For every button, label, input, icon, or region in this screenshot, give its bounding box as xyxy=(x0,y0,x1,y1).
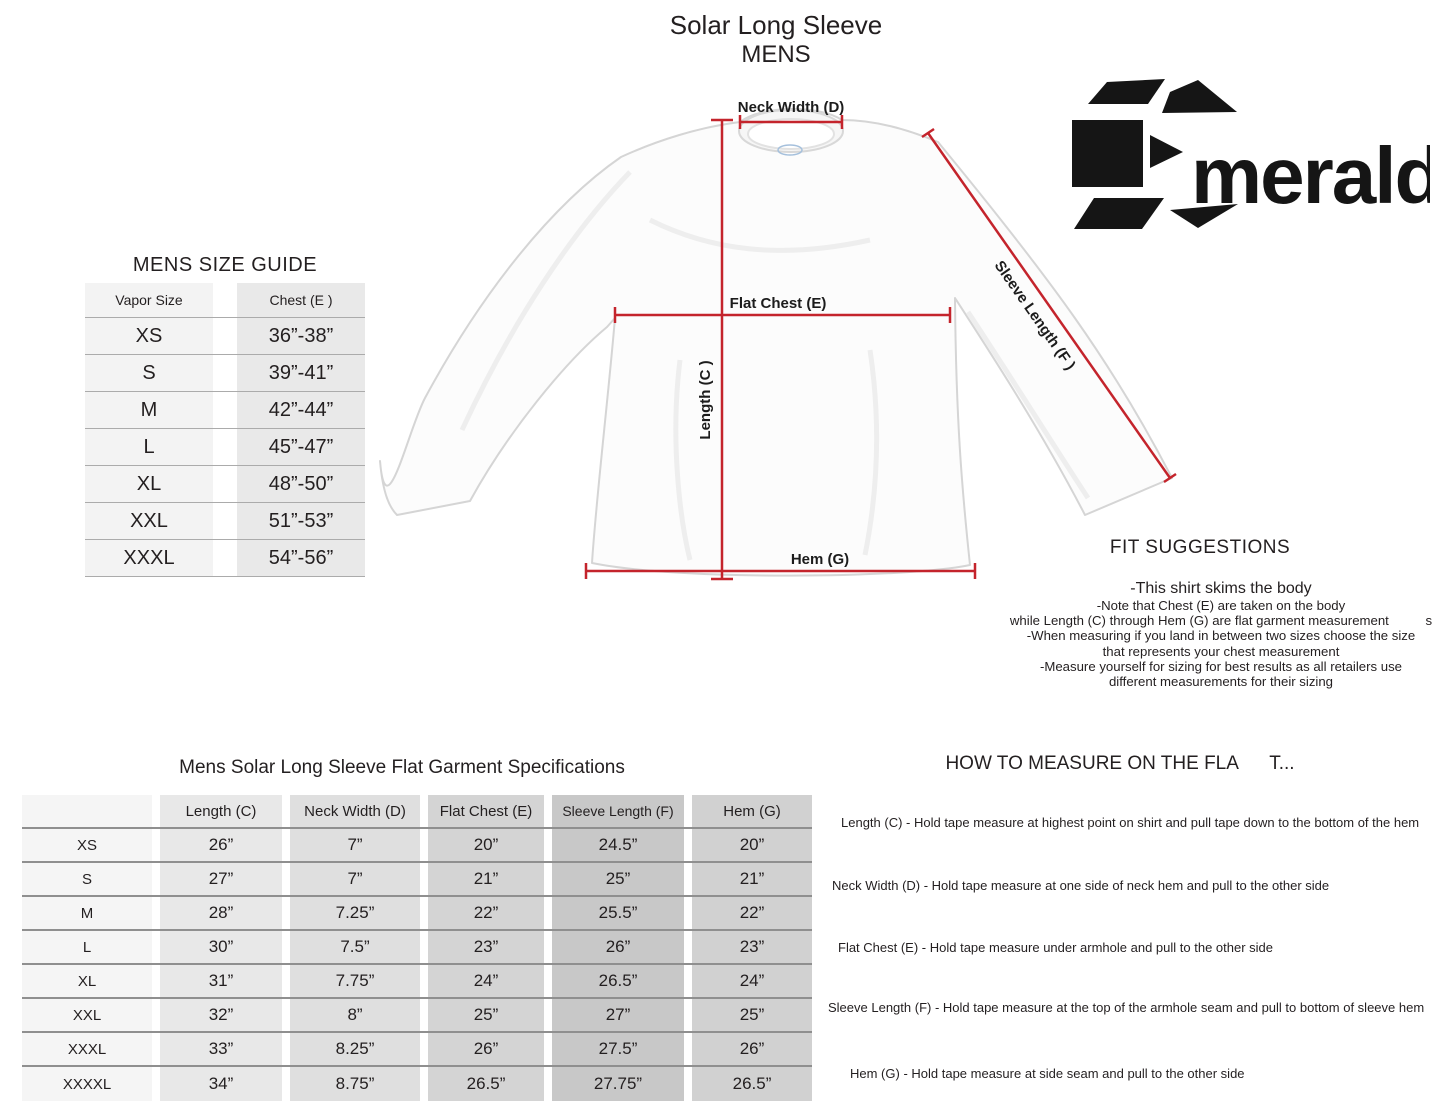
measure-instruction-sleeve: Sleeve Length (F) - Hold tape measure at the top of the armhole seam and pull to bottom of sleeve hem xyxy=(828,1000,1425,1015)
chest-cell: 51”-53” xyxy=(237,503,365,539)
size-cell: XXXL xyxy=(22,1033,152,1065)
value-cell: 24” xyxy=(692,965,812,997)
value-cell: 26” xyxy=(552,931,684,963)
table-row xyxy=(85,429,365,466)
size-guide-heading: MENS SIZE GUIDE xyxy=(132,254,318,276)
value-cell: 7” xyxy=(290,829,420,861)
size-cell: S xyxy=(22,863,152,895)
fit-line: while Length (C) through Hem (G) are flat garment measurement s xyxy=(1009,613,1433,629)
value-cell: 8.25” xyxy=(290,1033,420,1065)
fit-line: -Measure yourself for sizing for best results as all retailers use xyxy=(1039,658,1403,674)
chest-cell: 54”-56” xyxy=(237,540,365,576)
shirt-photo xyxy=(350,100,1200,600)
value-cell: 7.75” xyxy=(290,965,420,997)
table-row xyxy=(22,1033,812,1067)
value-cell: 24.5” xyxy=(552,829,684,861)
size-cell: L xyxy=(22,931,152,963)
column-header: Flat Chest (E) xyxy=(428,795,544,827)
value-cell: 8.75” xyxy=(290,1067,420,1101)
value-cell: 23” xyxy=(692,931,812,963)
size-cell: XS xyxy=(85,318,213,354)
size-cell: S xyxy=(85,355,213,391)
size-cell: XXXL xyxy=(85,540,213,576)
column-header: Chest (E ) xyxy=(237,283,365,317)
measure-instruction-length: Length (C) - Hold tape measure at highest point on shirt and pull tape down to the bottom of the hem xyxy=(841,815,1420,830)
neck-width-label: Neck Width (D) xyxy=(737,100,845,116)
table-row xyxy=(85,540,365,577)
table-row xyxy=(85,503,365,540)
fit-line: -When measuring if you land in between two sizes choose the size xyxy=(1026,628,1416,644)
size-cell: XL xyxy=(85,466,213,502)
column-header: Vapor Size xyxy=(85,283,213,317)
value-cell: 25” xyxy=(428,999,544,1031)
measure-instruction-neck: Neck Width (D) - Hold tape measure at one side of neck hem and pull to the other side xyxy=(832,878,1330,893)
value-cell: 21” xyxy=(428,863,544,895)
size-cell: XXXXL xyxy=(22,1067,152,1101)
value-cell: 26” xyxy=(428,1033,544,1065)
sleeve-length-label: Sleeve Length (F ) xyxy=(990,257,1079,374)
table-header-row xyxy=(85,283,365,318)
hem-label: Hem (G) xyxy=(790,551,850,568)
chest-cell: 39”-41” xyxy=(237,355,365,391)
value-cell: 30” xyxy=(160,931,282,963)
product-gender: MENS xyxy=(741,41,811,69)
value-cell: 23” xyxy=(428,931,544,963)
fit-suggestions-text xyxy=(1003,580,1439,689)
table-row xyxy=(85,318,365,355)
chest-cell: 48”-50” xyxy=(237,466,365,502)
size-guide-table xyxy=(85,283,365,577)
chest-cell: 45”-47” xyxy=(237,429,365,465)
fit-line: different measurements for their sizing xyxy=(1108,674,1334,690)
fit-line: -This shirt skims the body xyxy=(1130,580,1312,597)
value-cell: 26” xyxy=(692,1033,812,1065)
table-row xyxy=(22,931,812,965)
column-gap xyxy=(213,283,237,317)
page-title xyxy=(576,10,976,70)
table-row xyxy=(22,863,812,897)
measure-instruction-chest: Flat Chest (E) - Hold tape measure under armhole and pull to the other side xyxy=(838,940,1274,955)
value-cell: 7.25” xyxy=(290,897,420,929)
value-cell: 25” xyxy=(692,999,812,1031)
value-cell: 27.5” xyxy=(552,1033,684,1065)
value-cell: 33” xyxy=(160,1033,282,1065)
value-cell: 26” xyxy=(160,829,282,861)
length-label: Length (C ) xyxy=(697,360,714,440)
table-row xyxy=(22,965,812,999)
value-cell: 22” xyxy=(692,897,812,929)
value-cell: 26.5” xyxy=(692,1067,812,1101)
table-row xyxy=(22,829,812,863)
size-cell: XL xyxy=(22,965,152,997)
table-header-row xyxy=(22,795,812,829)
measure-instruction-hem: Hem (G) - Hold tape measure at side seam and pull to the other side xyxy=(850,1066,1245,1081)
size-cell: M xyxy=(85,392,213,428)
fit-suggestions-heading: FIT SUGGESTIONS xyxy=(1109,537,1291,558)
how-to-measure-heading: HOW TO MEASURE ON THE FLA T... xyxy=(945,753,1295,774)
spec-table-heading: Mens Solar Long Sleeve Flat Garment Specifications xyxy=(179,757,625,778)
value-cell: 22” xyxy=(428,897,544,929)
table-row xyxy=(85,392,365,429)
value-cell: 25.5” xyxy=(552,897,684,929)
table-row xyxy=(22,897,812,931)
value-cell: 20” xyxy=(428,829,544,861)
column-header: Sleeve Length (F) xyxy=(552,795,684,827)
value-cell: 28” xyxy=(160,897,282,929)
value-cell: 26.5” xyxy=(552,965,684,997)
chest-cell: 36”-38” xyxy=(237,318,365,354)
size-cell: XS xyxy=(22,829,152,861)
spec-table xyxy=(22,795,812,1101)
flat-chest-label: Flat Chest (E) xyxy=(729,295,827,312)
table-row xyxy=(85,355,365,392)
column-header: Length (C) xyxy=(160,795,282,827)
value-cell: 26.5” xyxy=(428,1067,544,1101)
value-cell: 24” xyxy=(428,965,544,997)
column-header xyxy=(22,795,152,827)
shirt-measurement-diagram xyxy=(350,100,1200,605)
value-cell: 27.75” xyxy=(552,1067,684,1101)
fit-line: -Note that Chest (E) are taken on the body xyxy=(1096,598,1346,613)
product-title: Solar Long Sleeve xyxy=(669,10,883,40)
value-cell: 7.5” xyxy=(290,931,420,963)
value-cell: 20” xyxy=(692,829,812,861)
value-cell: 7” xyxy=(290,863,420,895)
value-cell: 27” xyxy=(552,999,684,1031)
value-cell: 25” xyxy=(552,863,684,895)
value-cell: 31” xyxy=(160,965,282,997)
size-cell: M xyxy=(22,897,152,929)
size-cell: XXL xyxy=(22,999,152,1031)
table-row xyxy=(22,1067,812,1101)
value-cell: 8” xyxy=(290,999,420,1031)
value-cell: 27” xyxy=(160,863,282,895)
size-cell: L xyxy=(85,429,213,465)
value-cell: 32” xyxy=(160,999,282,1031)
fit-line: that represents your chest measurement xyxy=(1102,643,1340,659)
chest-cell: 42”-44” xyxy=(237,392,365,428)
value-cell: 21” xyxy=(692,863,812,895)
column-header: Hem (G) xyxy=(692,795,812,827)
table-row xyxy=(22,999,812,1033)
column-header: Neck Width (D) xyxy=(290,795,420,827)
size-cell: XXL xyxy=(85,503,213,539)
value-cell: 34” xyxy=(160,1067,282,1101)
table-row xyxy=(85,466,365,503)
brand-logo-text: merald xyxy=(1191,131,1430,220)
